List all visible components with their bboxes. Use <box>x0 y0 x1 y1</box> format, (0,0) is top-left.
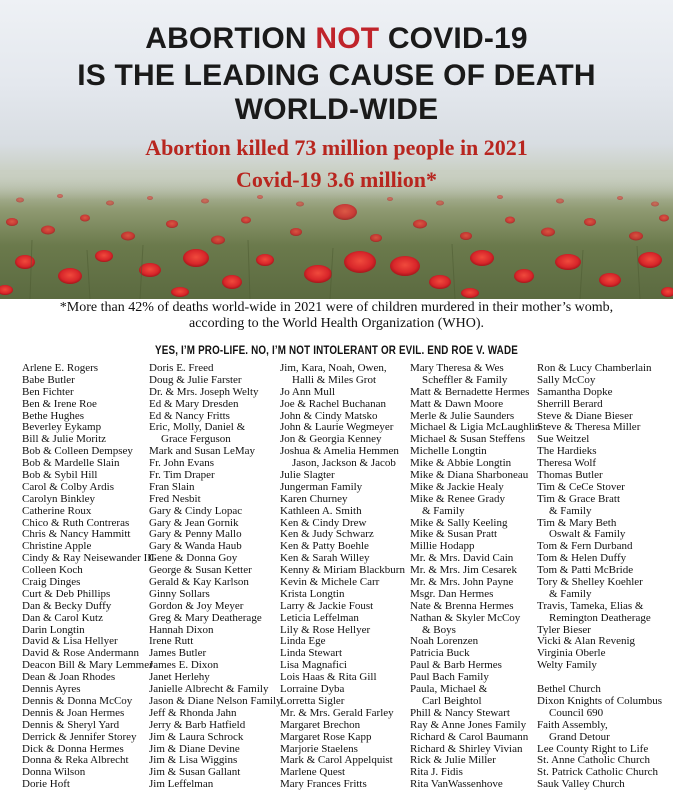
signer-name: Noah Lorenzen <box>410 635 479 648</box>
signer-name: Ken & Patty Boehle <box>280 540 369 553</box>
signer-name: Deacon Bill & Mary Lemmer <box>22 659 153 672</box>
abortion-stat: Abortion killed 73 million people in 2021 <box>145 135 528 160</box>
signer-name: Mark and Susan LeMay <box>149 445 256 458</box>
signer-name: Bob & Mardelle Slain <box>22 457 120 470</box>
signer-name: Mary Theresa & Wes <box>410 362 504 374</box>
signer-column-1 <box>22 363 155 791</box>
signer-name: Grace Ferguson <box>161 433 231 446</box>
signer-name: Hannah Dixon <box>149 623 214 636</box>
signer-name: Jim & Laura Schrock <box>149 730 244 743</box>
signer-name: Michael & Ligia McLaughlin <box>410 421 541 434</box>
signer-name: Doug & Julie Farster <box>149 373 242 386</box>
signer-name: Gary & Penny Mallo <box>149 528 242 541</box>
signer-name: Ben & Irene Roe <box>22 397 97 410</box>
signer-name: Ken & Cindy Drew <box>280 516 367 529</box>
signer-name: Dennis & Donna McCoy <box>22 694 133 707</box>
signer-name: Phill & Nancy Stewart <box>410 706 510 719</box>
signer-name: Oswalt & Family <box>549 528 626 541</box>
signer-name: Jo Ann Mull <box>280 385 336 398</box>
signer-name: Bob & Colleen Dempsey <box>22 445 133 458</box>
signer-name: Margaret Rose Kapp <box>280 730 372 743</box>
signer-name: Cindy & Ray Neisewander III <box>22 552 155 565</box>
signer-name: Matt & Bernadette Hermes <box>410 385 530 398</box>
signer-name: Joe & Rachel Buchanan <box>280 397 386 410</box>
signer-name: Rita VanWassenhove <box>410 778 503 791</box>
signer-name: Richard & Carol Baumann <box>410 730 529 743</box>
signer-name: Gordon & Joy Meyer <box>149 599 244 612</box>
signer-name: Tom & Fern Durband <box>537 540 633 553</box>
signer-name: Dorie Hoft <box>22 778 70 791</box>
signer-name: Council 690 <box>549 706 604 719</box>
signer-name: Kathleen A. Smith <box>280 504 362 517</box>
signer-name: Linda Ege <box>280 635 326 648</box>
signer-name: Jim & Lisa Wiggins <box>149 754 238 767</box>
signer-name: George & Susan Ketter <box>149 564 252 577</box>
signer-name: Bethe Hughes <box>22 409 85 422</box>
signer-name: Arlene E. Rogers <box>22 362 99 374</box>
footnote-line-2: according to the World Health Organization (WHO). <box>189 316 484 331</box>
signer-name: Richard & Shirley Vivian <box>410 742 523 755</box>
signer-name: Mike & Diana Sharboneau <box>410 469 529 482</box>
signer-name: Welty Family <box>537 659 597 672</box>
signer-name: Karen Churney <box>280 492 348 505</box>
signer-name: Tim & CeCe Stover <box>537 480 625 493</box>
signer-name: Mark & Carol Appelquist <box>280 754 393 767</box>
signer-name: Fred Nesbit <box>149 492 201 505</box>
pro-life-banner: YES, I’M PRO-LIFE. NO, I’M NOT INTOLERANT OR EVIL. END ROE V. WADE <box>155 343 518 357</box>
signer-name: Bethel Church <box>537 683 601 696</box>
signer-name: St. Patrick Catholic Church <box>537 766 658 779</box>
signer-column-2 <box>149 363 282 791</box>
signer-name: Krista Longtin <box>280 587 345 600</box>
signer-name: Sauk Valley Church <box>537 778 625 791</box>
signer-name: Lily & Rose Hellyer <box>280 623 371 636</box>
signer-name: & Boys <box>422 623 456 636</box>
signer-name: St. Anne Catholic Church <box>537 754 651 767</box>
signer-name: & Family <box>422 504 465 517</box>
signer-name: Jason & Diane Nelson Family <box>149 694 282 707</box>
signer-name: Darin Longtin <box>22 623 85 636</box>
signer-name: Faith Assembly, <box>537 718 608 731</box>
signer-name: Mike & Sally Keeling <box>410 516 508 529</box>
signer-name: Dan & Becky Duffy <box>22 599 112 612</box>
signer-name: Marjorie Staelens <box>280 742 358 755</box>
signer-name: Larry & Jackie Foust <box>280 599 374 612</box>
signer-name: David & Lisa Hellyer <box>22 635 118 648</box>
signer-name: Samantha Dopke <box>537 385 613 398</box>
signer-name: Gary & Wanda Haub <box>149 540 242 553</box>
signer-name: Gary & Cindy Lopac <box>149 504 243 517</box>
signer-name: Mr. & Mrs. John Payne <box>410 576 514 589</box>
signer-name: Mr. & Mrs. Gerald Farley <box>280 706 394 719</box>
signer-name: Tim & Grace Bratt <box>537 492 620 505</box>
signer-name: Lorretta Sigler <box>280 694 345 707</box>
signer-name: Dick & Donna Hermes <box>22 742 124 755</box>
signer-name: Grand Detour <box>549 730 610 743</box>
covid-stat: Covid-19 3.6 million* <box>235 167 438 192</box>
signer-name: Ken & Sarah Willey <box>280 552 370 565</box>
signer-name: Joshua & Amelia Hemmen <box>280 445 399 458</box>
signer-name: Mary Frances Fritts <box>280 778 367 791</box>
signer-name: Bob & Sybil Hill <box>22 469 98 482</box>
signer-name: Kenny & Miriam Blackburn <box>280 564 405 577</box>
signer-name: Colleen Koch <box>22 564 83 577</box>
signer-name: Halli & Miles Grot <box>292 373 377 386</box>
signer-name: Virginia Oberle <box>537 647 606 660</box>
footnote <box>20 300 653 332</box>
signer-name: Dennis & Sheryl Yard <box>22 718 120 731</box>
signer-name: Remington Deatherage <box>549 611 651 624</box>
signer-name: Kevin & Michele Carr <box>280 576 380 589</box>
signer-name: Chris & Nancy Hammitt <box>22 528 131 541</box>
signer-name: Thomas Butler <box>537 469 603 482</box>
signer-name: Mike & Abbie Longtin <box>410 457 512 470</box>
signer-name: Curt & Deb Phillips <box>22 587 111 600</box>
signer-name: Lee County Right to Life <box>537 742 649 755</box>
signer-name: Leticia Leffelman <box>280 611 359 624</box>
signer-name: Theresa Wolf <box>537 457 597 470</box>
signer-name: James Butler <box>149 647 207 660</box>
signer-name: Jungerman Family <box>280 480 363 493</box>
signer-name: Babe Butler <box>22 373 75 386</box>
signer-name: Nate & Brenna Hermes <box>410 599 514 612</box>
signer-name: Jon & Georgia Kenney <box>280 433 382 446</box>
signer-name: Ray & Anne Jones Family <box>410 718 527 731</box>
signer-name: Tyler Bieser <box>537 623 591 636</box>
signer-name: Paul Bach Family <box>410 671 489 684</box>
signer-name: Rick & Julie Miller <box>410 754 496 767</box>
signer-name: Gerald & Kay Karlson <box>149 576 249 589</box>
signer-name: Jim & Diane Devine <box>149 742 240 755</box>
signer-name: Irene Rutt <box>149 635 194 648</box>
signer-name: Julie Slagter <box>280 469 335 482</box>
signer-name: Millie Hodapp <box>410 540 475 553</box>
signer-name: Gary & Jean Gornik <box>149 516 239 529</box>
signer-name: Jim & Susan Gallant <box>149 766 241 779</box>
signer-name: Carolyn Binkley <box>22 492 96 505</box>
signer-name: Scheffler & Family <box>422 373 508 386</box>
signer-name: Travis, Tameka, Elias & <box>537 599 644 612</box>
signer-name: Msgr. Dan Hermes <box>410 587 494 600</box>
signer-name: Patricia Buck <box>410 647 470 660</box>
headline-line-1 <box>0 22 673 56</box>
signer-name: Mr. & Mrs. David Cain <box>410 552 514 565</box>
signer-name: Rita J. Fidis <box>410 766 463 779</box>
signer-name: Chico & Ruth Contreras <box>22 516 130 529</box>
signer-name: Paula, Michael & <box>410 683 488 696</box>
signer-name: Carl Beightol <box>422 694 482 707</box>
signer-name: Michelle Longtin <box>410 445 487 458</box>
signer-name: Dr. & Mrs. Joseph Welty <box>149 385 259 398</box>
signer-name: Merle & Julie Saunders <box>410 409 515 422</box>
signer-name: Nathan & Skyler McCoy <box>410 611 521 624</box>
signer-name: Sally McCoy <box>537 373 596 386</box>
signer-name: Catherine Roux <box>22 504 92 517</box>
signer-name: Ed & Mary Dresden <box>149 397 239 410</box>
signer-column-5 <box>537 363 662 791</box>
signer-name: Bill & Julie Moritz <box>22 433 107 446</box>
headline-part-not: NOT <box>315 22 380 55</box>
signer-name: Jeff & Rhonda Jahn <box>149 706 237 719</box>
signer-name: Fr. John Evans <box>149 457 215 470</box>
signer-name: Doris E. Freed <box>149 362 214 374</box>
signer-name: James E. Dixon <box>149 659 219 672</box>
signer-column-3 <box>280 363 405 791</box>
signer-name: Jason, Jackson & Jacob <box>292 457 396 470</box>
signer-name: & Family <box>549 587 592 600</box>
signer-name: Marlene Quest <box>280 766 346 779</box>
signer-name: Janet Herlehy <box>149 671 210 684</box>
signer-name: Eric, Molly, Daniel & <box>149 421 246 434</box>
signer-name: Steve & Theresa Miller <box>537 421 641 434</box>
signer-column-4 <box>410 363 540 791</box>
signer-name: Derrick & Jennifer Storey <box>22 730 137 743</box>
signer-name: Christine Apple <box>22 540 92 553</box>
signer-name: Sue Weitzel <box>537 433 590 446</box>
signer-name: Donna Wilson <box>22 766 86 779</box>
signer-name: Mike & Jackie Healy <box>410 480 504 493</box>
signer-name: Carol & Colby Ardis <box>22 480 114 493</box>
signer-name: Jerry & Barb Hatfield <box>149 718 246 731</box>
signer-name: Dennis & Joan Hermes <box>22 706 125 719</box>
signer-name: John & Laurie Wegmeyer <box>280 421 394 434</box>
signer-name: Ben Fichter <box>22 385 74 398</box>
signer-name: Mike & Susan Pratt <box>410 528 498 541</box>
headline-part-covid: COVID-19 <box>379 22 528 55</box>
signer-name: Donna & Reka Albrecht <box>22 754 129 767</box>
signer-name: Tom & Patti McBride <box>537 564 634 577</box>
signer-name: Dean & Joan Rhodes <box>22 671 116 684</box>
signer-name: Lisa Magnafici <box>280 659 347 672</box>
signer-name: Tim & Mary Beth <box>537 516 617 529</box>
signer-name: Fr. Tim Draper <box>149 469 215 482</box>
signer-name: Beverley Eykamp <box>22 421 102 434</box>
signer-name: Ginny Sollars <box>149 587 210 600</box>
signer-name: Janielle Albrecht & Family <box>149 683 269 696</box>
signer-name: Margaret Brechon <box>280 718 361 731</box>
signer-name: Ed & Nancy Fritts <box>149 409 230 422</box>
footnote-line-1: *More than 42% of deaths world-wide in 2021 were of children murdered in their mother’s womb, <box>59 300 614 315</box>
signer-name: Lorraine Dyba <box>280 683 345 696</box>
signer-name: Linda Stewart <box>280 647 343 660</box>
signer-name: Ron & Lucy Chamberlain <box>537 362 652 374</box>
signer-name: The Hardieks <box>537 445 597 458</box>
headline-line-3: WORLD-WIDE <box>234 93 439 126</box>
signer-name: Tory & Shelley Koehler <box>537 576 643 589</box>
signer-name: Michael & Susan Steffens <box>410 433 525 446</box>
signer-name: David & Rose Andermann <box>22 647 140 660</box>
signer-name: Mike & Renee Grady <box>410 492 505 505</box>
signer-name: Matt & Dawn Moore <box>410 397 504 410</box>
headline-line-2: IS THE LEADING CAUSE OF DEATH <box>77 59 596 92</box>
signer-name: Gene & Donna Goy <box>149 552 238 565</box>
signer-name: Steve & Diane Bieser <box>537 409 633 422</box>
signer-name: Mr. & Mrs. Jim Cesarek <box>410 564 517 577</box>
signer-name: Dennis Ayres <box>22 683 81 696</box>
signer-name: Craig Dinges <box>22 576 81 589</box>
signer-name: & Family <box>549 504 592 517</box>
signer-name: Vicki & Alan Revenig <box>537 635 636 648</box>
signer-name: Lois Haas & Rita Gill <box>280 671 377 684</box>
poppy-field-photo <box>0 0 673 299</box>
signer-name: Dixon Knights of Columbus <box>537 694 662 707</box>
signer-name: Jim, Kara, Noah, Owen, <box>280 362 387 374</box>
headline-part-abortion: ABORTION <box>145 22 316 55</box>
signer-name: Jim Leffelman <box>149 778 214 791</box>
signer-name: Greg & Mary Deatherage <box>149 611 262 624</box>
signer-name: Dan & Carol Kutz <box>22 611 103 624</box>
signer-name: Paul & Barb Hermes <box>410 659 502 672</box>
signer-name: John & Cindy Matsko <box>280 409 378 422</box>
signer-name: Fran Slain <box>149 480 195 493</box>
signer-name: Tom & Helen Duffy <box>537 552 627 565</box>
signer-name: Sherrill Berard <box>537 397 603 410</box>
signer-name: Ken & Judy Schwarz <box>280 528 374 541</box>
